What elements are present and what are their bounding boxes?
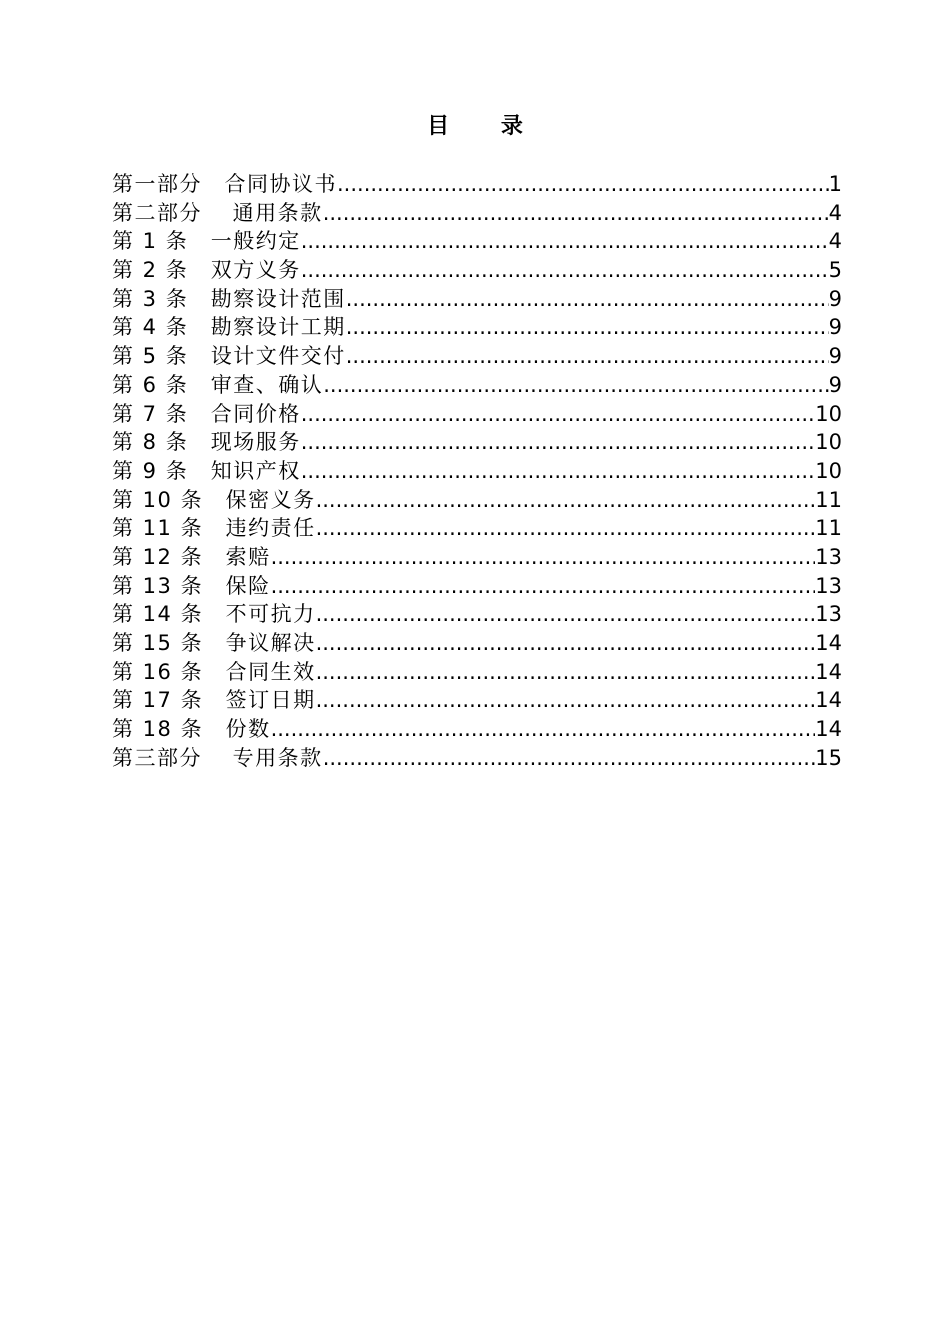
toc-leader-dots [323,371,828,400]
toc-entry-label: 第二部分 通用条款 [112,200,323,225]
toc-leader-dots [323,199,829,228]
toc-entry[interactable] [112,486,842,515]
toc-entry-label: 第 12 条 索赔 [112,544,271,569]
toc-leader-dots [323,744,816,773]
toc-entry-label: 第 7 条 合同价格 [112,401,301,426]
toc-leader-dots [271,715,816,744]
toc-entry[interactable] [112,227,842,256]
toc-leader-dots [271,572,816,601]
toc-entry[interactable] [112,658,842,687]
toc-title: 目 录 [427,114,545,139]
toc-entry-label: 第 18 条 份数 [112,717,271,742]
toc-entry-page: 13 [815,544,842,569]
toc-leader-dots [301,400,816,429]
toc-entry-page: 15 [815,745,842,770]
toc-entry-page: 9 [828,286,842,311]
toc-entry-label: 第一部分 合同协议书 [112,172,337,196]
toc-leader-dots [316,514,816,543]
toc-entry-page: 10 [815,458,842,483]
toc-entry-label: 第 13 条 保险 [112,573,271,598]
toc-leader-dots [346,313,829,342]
toc-leader-dots [346,285,829,314]
toc-entry[interactable] [112,199,842,228]
toc-entry[interactable] [112,514,842,543]
toc-entry-label: 第 6 条 审查、确认 [112,372,324,397]
toc-entry-label: 第 16 条 合同生效 [112,659,316,684]
toc-entry-page: 4 [828,200,842,225]
toc-leader-dots [316,686,816,715]
toc-entry[interactable] [112,457,842,486]
toc-entry[interactable] [112,715,842,744]
toc-entry[interactable] [112,744,842,773]
toc-leader-dots [301,457,816,486]
toc-entry-page: 9 [828,344,842,369]
toc-entry-page: 1 [828,172,842,196]
toc-entry[interactable] [112,686,842,715]
toc-entry[interactable] [112,572,842,601]
toc-entry[interactable] [112,313,842,342]
toc-entry-page: 10 [815,401,842,426]
toc-entry-page: 5 [828,258,842,283]
toc-entry-page: 11 [815,487,842,512]
toc-leader-dots [316,658,816,687]
toc-entry-page: 13 [815,602,842,627]
toc-entry-page: 14 [815,659,842,684]
toc-leader-dots [316,629,816,658]
toc-leader-dots [301,428,816,457]
toc-entry-label: 第 10 条 保密义务 [112,487,316,512]
toc-leader-dots [316,486,816,515]
toc-entry-page: 14 [815,631,842,655]
toc-entry-label: 第 5 条 设计文件交付 [112,344,346,369]
toc-entry-label: 第三部分 专用条款 [112,745,323,770]
toc-entry[interactable] [112,400,842,429]
toc-entry-page: 4 [828,229,842,254]
toc-entry-page: 14 [815,717,842,742]
toc-entry[interactable] [112,371,842,400]
toc-entry[interactable] [112,428,842,457]
toc-leader-dots [301,256,829,285]
toc-entry-page: 9 [828,315,842,340]
toc-entry-page: 10 [815,430,842,455]
toc-leader-dots [316,600,816,629]
toc-entry-label: 第 15 条 争议解决 [112,631,316,655]
toc-entry[interactable] [112,629,842,658]
toc-entry-label: 第 14 条 不可抗力 [112,602,316,627]
toc-entry-label: 第 2 条 双方义务 [112,258,301,283]
toc-entry-page: 13 [815,573,842,598]
toc-list [112,170,842,772]
toc-entry-page: 11 [815,516,842,541]
toc-entry-label: 第 8 条 现场服务 [112,430,301,455]
toc-entry-page: 9 [828,372,842,397]
toc-entry[interactable] [112,170,842,199]
toc-entry[interactable] [112,600,842,629]
toc-leader-dots [337,170,829,199]
toc-leader-dots [301,227,829,256]
toc-entry-label: 第 1 条 一般约定 [112,229,301,254]
toc-entry-label: 第 11 条 违约责任 [112,516,316,541]
toc-entry-page: 14 [815,688,842,713]
toc-entry[interactable] [112,342,842,371]
toc-entry-label: 第 3 条 勘察设计范围 [112,286,346,311]
toc-entry-label: 第 9 条 知识产权 [112,458,301,483]
toc-entry-label: 第 4 条 勘察设计工期 [112,315,346,340]
toc-leader-dots [271,543,816,572]
toc-leader-dots [346,342,829,371]
toc-entry[interactable] [112,256,842,285]
toc-entry-label: 第 17 条 签订日期 [112,688,316,713]
toc-entry[interactable] [112,285,842,314]
toc-entry[interactable] [112,543,842,572]
